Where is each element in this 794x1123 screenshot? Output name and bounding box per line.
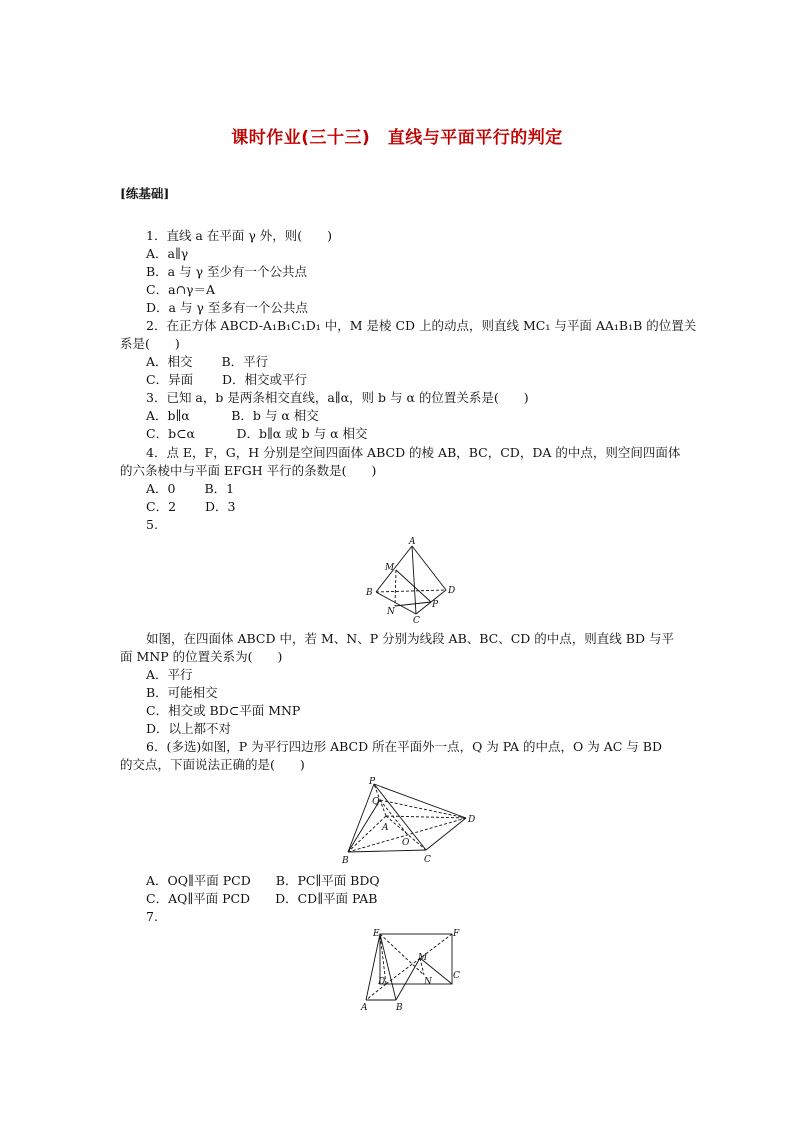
- fig5-label-n: N: [387, 607, 395, 617]
- fig6-label-d: D: [468, 815, 476, 825]
- fig5-label-a: A: [409, 537, 416, 547]
- pyramid-figure: [338, 774, 488, 866]
- question-5-number: 5.: [146, 517, 158, 532]
- q3-options-ab: A．b∥α B．b 与 α 相交: [146, 408, 319, 423]
- fig7-label-c: C: [453, 971, 460, 981]
- q5-option-c: C．相交或 BD⊂平面 MNP: [146, 703, 301, 718]
- fig7-label-e: E: [373, 929, 380, 939]
- q1-option-c: C．a∩γ＝A: [146, 282, 215, 297]
- question-1-stem: 1．直线 a 在平面 γ 外，则( ): [146, 228, 333, 243]
- question-7-number: 7.: [146, 909, 158, 924]
- planes-figure: [356, 926, 464, 1012]
- fig7-label-n: N: [424, 977, 432, 987]
- q5-option-d: D．以上都不对: [146, 721, 232, 736]
- q1-option-b: B．a 与 γ 至少有一个公共点: [146, 264, 308, 279]
- question-3-stem: 3．已知 a，b 是两条相交直线，a∥α，则 b 与 α 的位置关系是( ): [146, 390, 529, 405]
- question-5-stem: 如图，在四面体 ABCD 中，若 M、N、P 分别为线段 AB、BC、CD 的中点，则直线 BD 与平: [146, 631, 674, 646]
- q6-options-cd: C．AQ∥平面 PCD D．CD∥平面 PAB: [146, 891, 378, 906]
- fig7-label-d: D: [378, 977, 386, 987]
- q2-options-ab: A．相交 B．平行: [146, 354, 269, 369]
- tetrahedron-figure: [360, 536, 460, 624]
- q1-option-d: D．a 与 γ 至多有一个公共点: [146, 300, 308, 315]
- question-2-stem-cont: 系是( ): [120, 336, 180, 351]
- fig7-label-b: B: [396, 1003, 403, 1012]
- fig5-label-m: M: [385, 563, 395, 573]
- fig7-label-f: F: [453, 929, 460, 939]
- fig5-label-c: C: [413, 616, 420, 624]
- q4-options-cd: C．2 D．3: [146, 499, 236, 514]
- q5-option-a: A．平行: [146, 667, 193, 682]
- q3-options-cd: C．b⊂α D．b∥α 或 b 与 α 相交: [146, 426, 368, 441]
- page-title: 课时作业(三十三) 直线与平面平行的判定: [231, 128, 563, 148]
- question-6-stem: 6．(多选)如图，P 为平行四边形 ABCD 所在平面外一点，Q 为 PA 的中点，O 为 AC 与 BD: [146, 739, 662, 754]
- fig5-label-p: P: [432, 600, 439, 610]
- fig6-label-o: O: [402, 838, 410, 848]
- question-2-stem: 2．在正方体 ABCD-A₁B₁C₁D₁ 中，M 是棱 CD 上的动点，则直线 MC₁ 与平面 AA₁B₁B 的位置关: [146, 318, 697, 333]
- fig7-label-a: A: [361, 1003, 368, 1012]
- q6-options-ab: A．OQ∥平面 PCD B．PC∥平面 BDQ: [146, 873, 380, 888]
- q1-option-a: A．a∥γ: [146, 246, 189, 261]
- fig6-label-q: Q: [372, 797, 380, 807]
- fig5-label-d: D: [448, 586, 456, 596]
- question-4-stem-cont: 的六条棱中与平面 EFGH 平行的条数是( ): [120, 463, 377, 478]
- question-4-stem: 4．点 E，F，G，H 分别是空间四面体 ABCD 的棱 AB，BC，CD，DA 的中点，则空间四面体: [146, 445, 681, 460]
- q5-option-b: B．可能相交: [146, 685, 218, 700]
- q2-options-cd: C．异面 D．相交或平行: [146, 372, 308, 387]
- q4-options-ab: A．0 B．1: [146, 481, 235, 496]
- fig5-label-b: B: [366, 588, 373, 598]
- question-6-stem-cont: 的交点，下面说法正确的是( ): [120, 757, 305, 772]
- fig6-label-p: P: [369, 777, 376, 787]
- fig6-label-b: B: [342, 856, 349, 866]
- question-5-stem-cont: 面 MNP 的位置关系为( ): [120, 649, 283, 664]
- fig7-label-m: M: [418, 953, 428, 963]
- section-heading: [练基础]: [120, 186, 170, 201]
- fig6-label-c: C: [424, 855, 431, 865]
- fig6-label-a: A: [382, 823, 389, 833]
